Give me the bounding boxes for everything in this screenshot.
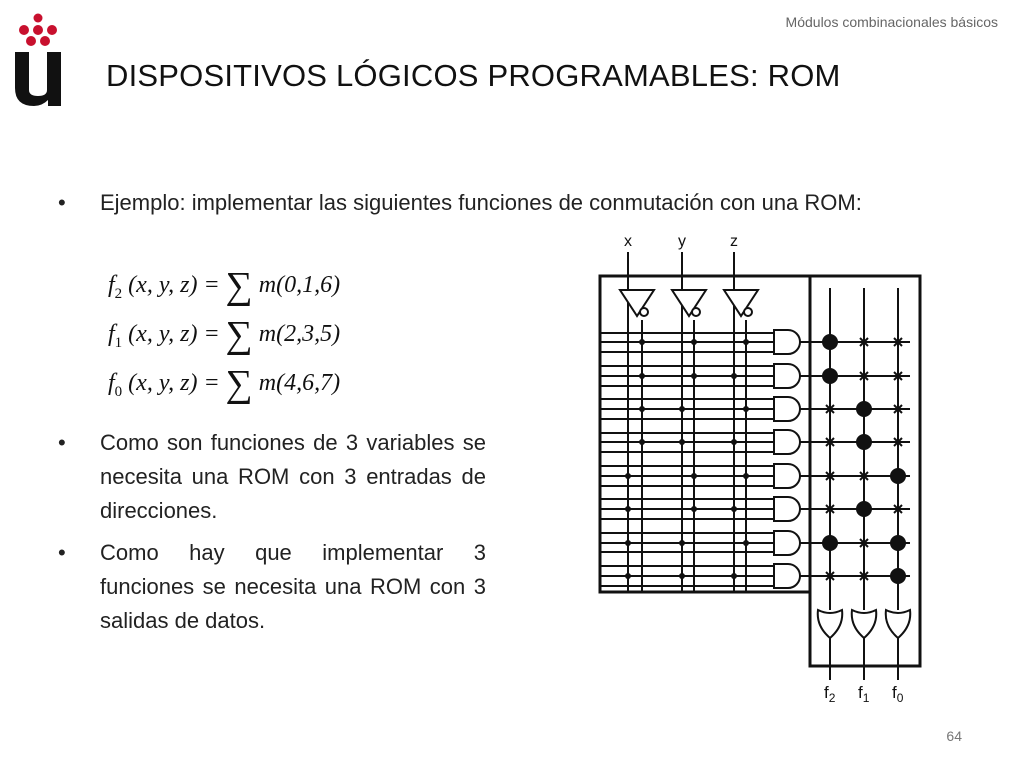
sum-symbol: ∑ (225, 314, 253, 356)
eq-subscript: 0 (114, 383, 123, 400)
connection-dot (856, 434, 872, 450)
or-gates (818, 610, 911, 638)
connection-dot (890, 468, 906, 484)
bullet-address-inputs (58, 426, 486, 528)
connection-dot (856, 401, 872, 417)
input-label-x: x (624, 233, 632, 250)
eq-subscript: 1 (114, 334, 123, 351)
bullet-text: Ejemplo: implementar las siguientes funciones de conmutación con una ROM: (100, 190, 862, 215)
equation-f0 (108, 362, 340, 406)
eq-args: (x, y, z) = (128, 272, 220, 298)
bullet-text: Como hay que implementar 3 funciones se necesita una ROM con 3 salidas de datos. (100, 540, 486, 633)
connection-dot (856, 501, 872, 517)
connection-dot (890, 535, 906, 551)
eq-function: f (108, 370, 115, 396)
eq-minterms: m(4,6,7) (258, 370, 341, 396)
input-label-z: z (730, 233, 738, 250)
output-label-f2: $f_2$ (824, 683, 836, 705)
equation-f2 (108, 264, 340, 308)
connection-dot (890, 568, 906, 584)
bullet-marker: • (58, 540, 66, 565)
page-number: 64 (946, 728, 962, 744)
section-header: Módulos combinacionales básicos (785, 14, 998, 30)
bullet-marker: • (58, 430, 66, 455)
eq-function: f (108, 321, 115, 347)
output-label-f0: $f_0$ (892, 683, 904, 705)
rom-circuit-diagram (588, 228, 928, 708)
connection-dot (822, 368, 838, 384)
sum-symbol: ∑ (225, 265, 253, 307)
bullet-text: Como son funciones de 3 variables se necesita una ROM con 3 entradas de direcciones. (100, 430, 486, 523)
eq-minterms: m(0,1,6) (258, 272, 341, 298)
eq-minterms: m(2,3,5) (258, 321, 341, 347)
output-label-f1: $f_1$ (858, 683, 870, 705)
eq-args: (x, y, z) = (128, 370, 220, 396)
sum-symbol: ∑ (225, 363, 253, 405)
eq-args: (x, y, z) = (128, 321, 220, 347)
equation-f1 (108, 313, 340, 357)
bullet-data-outputs (58, 536, 486, 638)
eq-subscript: 2 (114, 285, 123, 302)
and-gates (774, 330, 800, 588)
slide-title: DISPOSITIVOS LÓGICOS PROGRAMABLES: ROM (106, 58, 841, 93)
bullet-example (58, 186, 940, 220)
bullet-marker: • (58, 190, 66, 215)
connection-dot (822, 535, 838, 551)
input-buffers (620, 290, 758, 316)
eq-function: f (108, 272, 115, 298)
input-label-y: y (678, 233, 686, 250)
connection-dot (822, 334, 838, 350)
university-logo (12, 12, 64, 108)
